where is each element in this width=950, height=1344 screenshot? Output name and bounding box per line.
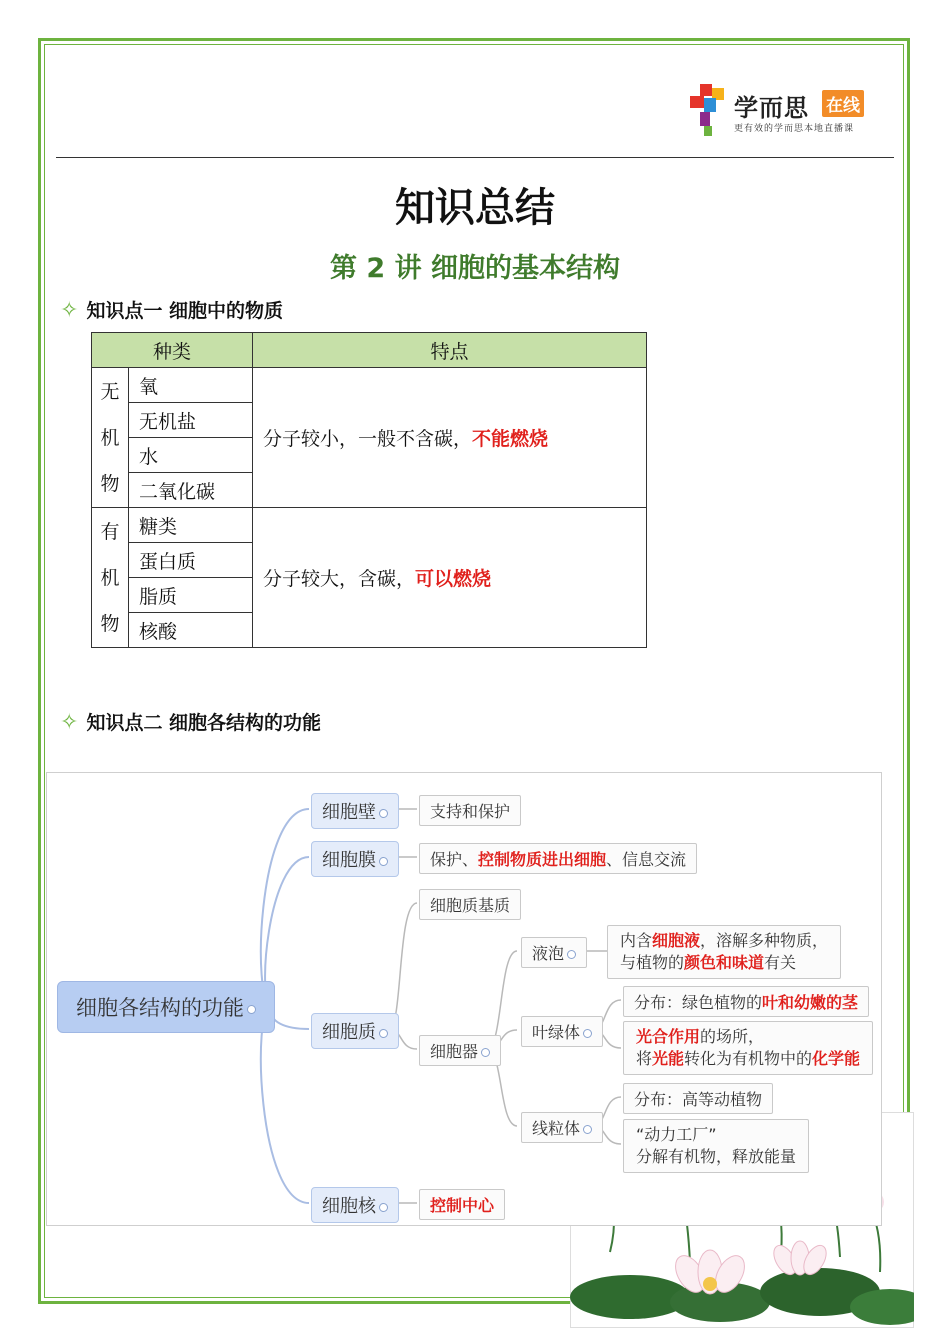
- brand-badge: 在线: [822, 90, 864, 117]
- node-cell-wall: 细胞壁: [311, 793, 399, 829]
- feature-organic: 分子较大，含碳，可以燃烧: [253, 508, 647, 648]
- node-cytoplasm: 细胞质: [311, 1013, 399, 1049]
- node-cell-membrane: 细胞膜: [311, 841, 399, 877]
- item-cell: 蛋白质: [129, 543, 253, 578]
- section1-heading: [60, 296, 283, 323]
- collapse-toggle-icon[interactable]: [583, 1029, 592, 1038]
- item-cell: 核酸: [129, 613, 253, 648]
- chloroplast-function: 光合作用的场所， 将光能转化为有机物中的化学能: [623, 1021, 873, 1075]
- brand-slogan: 更有效的学而思本地直播课: [734, 124, 855, 134]
- collapse-toggle-icon[interactable]: [379, 809, 388, 818]
- item-cell: 氧: [129, 368, 253, 403]
- section2-heading-text: 知识点二 细胞各结构的功能: [86, 712, 322, 734]
- brand-logo: [690, 84, 890, 140]
- collapse-toggle-icon[interactable]: [379, 1029, 388, 1038]
- vacuole-node: 液泡: [521, 937, 587, 968]
- mindmap-root: 细胞各结构的功能: [57, 981, 275, 1033]
- mitochondria-function: “动力工厂” 分解有机物，释放能量: [623, 1119, 809, 1173]
- header-category: 种类: [92, 333, 253, 368]
- item-cell: 糖类: [129, 508, 253, 543]
- chloroplast-distribution: 分布：绿色植物的叶和幼嫩的茎: [623, 986, 869, 1017]
- nucleus-function: 控制中心: [419, 1189, 505, 1220]
- item-cell: 二氧化碳: [129, 473, 253, 508]
- collapse-toggle-icon[interactable]: [567, 950, 576, 959]
- organelles-node: 细胞器: [419, 1035, 501, 1066]
- collapse-toggle-icon[interactable]: [481, 1048, 490, 1057]
- node-nucleus: 细胞核: [311, 1187, 399, 1223]
- cytoplasm-matrix: 细胞质基质: [419, 889, 521, 920]
- table-row: [92, 368, 647, 403]
- mitochondria-distribution: 分布：高等动植物: [623, 1083, 773, 1114]
- table-header-row: [92, 333, 647, 368]
- mitochondria-node: 线粒体: [521, 1112, 603, 1143]
- structure-function-mindmap: [46, 772, 882, 1226]
- item-cell: 无机盐: [129, 403, 253, 438]
- header-feature: 特点: [253, 333, 647, 368]
- item-cell: 水: [129, 438, 253, 473]
- lesson-subtitle: 第 2 讲 细胞的基本结构: [330, 253, 620, 284]
- collapse-toggle-icon[interactable]: [379, 857, 388, 866]
- section1-heading-text: 知识点一 细胞中的物质: [86, 300, 284, 322]
- chloroplast-node: 叶绿体: [521, 1016, 603, 1047]
- section2-heading: [60, 708, 321, 735]
- page-title: 知识总结: [395, 185, 555, 231]
- item-cell: 脂质: [129, 578, 253, 613]
- cell-wall-function: 支持和保护: [419, 795, 521, 826]
- category-inorganic: 无 机 物: [92, 368, 129, 508]
- sparkle-icon: ✧: [60, 710, 79, 735]
- collapse-toggle-icon[interactable]: [247, 1005, 256, 1014]
- sparkle-icon: ✧: [60, 298, 79, 323]
- table-row: [92, 508, 647, 543]
- header-divider: [56, 157, 894, 158]
- brand-name: 学而思: [734, 94, 809, 122]
- collapse-toggle-icon[interactable]: [583, 1125, 592, 1134]
- vacuole-function: 内含细胞液，溶解多种物质， 与植物的颜色和味道有关: [607, 925, 841, 979]
- collapse-toggle-icon[interactable]: [379, 1203, 388, 1212]
- substances-table: [91, 332, 647, 648]
- logo-mark-icon: [690, 84, 728, 136]
- feature-inorganic: 分子较小，一般不含碳，不能燃烧: [253, 368, 647, 508]
- category-organic: 有 机 物: [92, 508, 129, 648]
- cell-membrane-function: 保护、控制物质进出细胞、信息交流: [419, 843, 697, 874]
